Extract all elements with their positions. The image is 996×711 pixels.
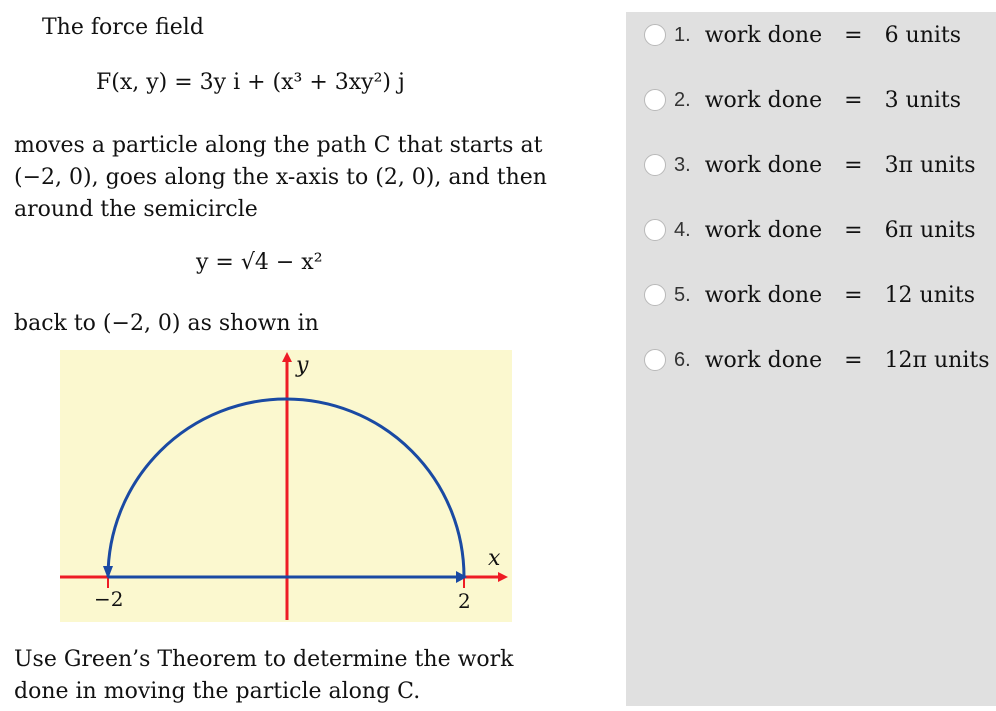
choice-3[interactable]	[644, 150, 976, 180]
choice-lhs: work done	[704, 22, 823, 48]
choice-number: 2.	[674, 88, 691, 111]
choice-lhs: work done	[704, 282, 823, 308]
radio-button[interactable]	[644, 24, 666, 46]
choice-rhs: 6 units	[884, 22, 962, 48]
choice-lhs: work done	[704, 87, 823, 113]
choice-number: 4.	[674, 218, 691, 241]
choice-1[interactable]	[644, 20, 961, 50]
choice-6[interactable]	[644, 345, 990, 375]
choice-equals: =	[844, 217, 863, 243]
choice-4[interactable]	[644, 215, 976, 245]
semicircle-equation: y = √4 − x²	[196, 250, 323, 275]
choice-number: 1.	[674, 23, 691, 46]
radio-button[interactable]	[644, 284, 666, 306]
y-axis-label: y	[296, 353, 309, 378]
path-figure	[60, 350, 512, 622]
choice-number: 5.	[674, 283, 691, 306]
choice-rhs: 6π units	[884, 217, 976, 243]
choice-equals: =	[844, 22, 863, 48]
tick-neg-label: −2	[94, 587, 124, 611]
shown-text: back to (−2, 0) as shown in	[14, 311, 319, 336]
choice-equals: =	[844, 347, 863, 373]
choice-number: 6.	[674, 348, 691, 371]
x-axis-arrow	[498, 572, 508, 582]
choice-lhs: work done	[704, 217, 823, 243]
radio-button[interactable]	[644, 219, 666, 241]
radio-button[interactable]	[644, 349, 666, 371]
tick-pos-label: 2	[458, 589, 471, 613]
choice-lhs: work done	[704, 152, 823, 178]
radio-button[interactable]	[644, 154, 666, 176]
choice-equals: =	[844, 87, 863, 113]
choice-5[interactable]	[644, 280, 975, 310]
x-axis-label: x	[488, 546, 501, 571]
choice-rhs: 12 units	[884, 282, 976, 308]
choice-rhs: 12π units	[884, 347, 990, 373]
question-text: Use Green’s Theorem to determine the work done in moving the particle along C.	[14, 647, 514, 704]
path-diagram	[60, 350, 512, 622]
choice-number: 3.	[674, 153, 691, 176]
choice-equals: =	[844, 282, 863, 308]
choice-equals: =	[844, 152, 863, 178]
choice-rhs: 3π units	[884, 152, 976, 178]
choice-lhs: work done	[704, 347, 823, 373]
y-axis-arrow	[282, 352, 292, 362]
choice-2[interactable]	[644, 85, 961, 115]
path-description: moves a particle along the path C that starts at (−2, 0), goes along the x-axis to (2, 0), and then around the semicircle	[14, 133, 547, 222]
choice-rhs: 3 units	[884, 87, 962, 113]
problem-intro: The force field	[42, 15, 204, 40]
field-equation: F(x, y) = 3y i + (x³ + 3xy²) j	[96, 70, 405, 95]
answer-choices-panel	[626, 12, 996, 706]
radio-button[interactable]	[644, 89, 666, 111]
